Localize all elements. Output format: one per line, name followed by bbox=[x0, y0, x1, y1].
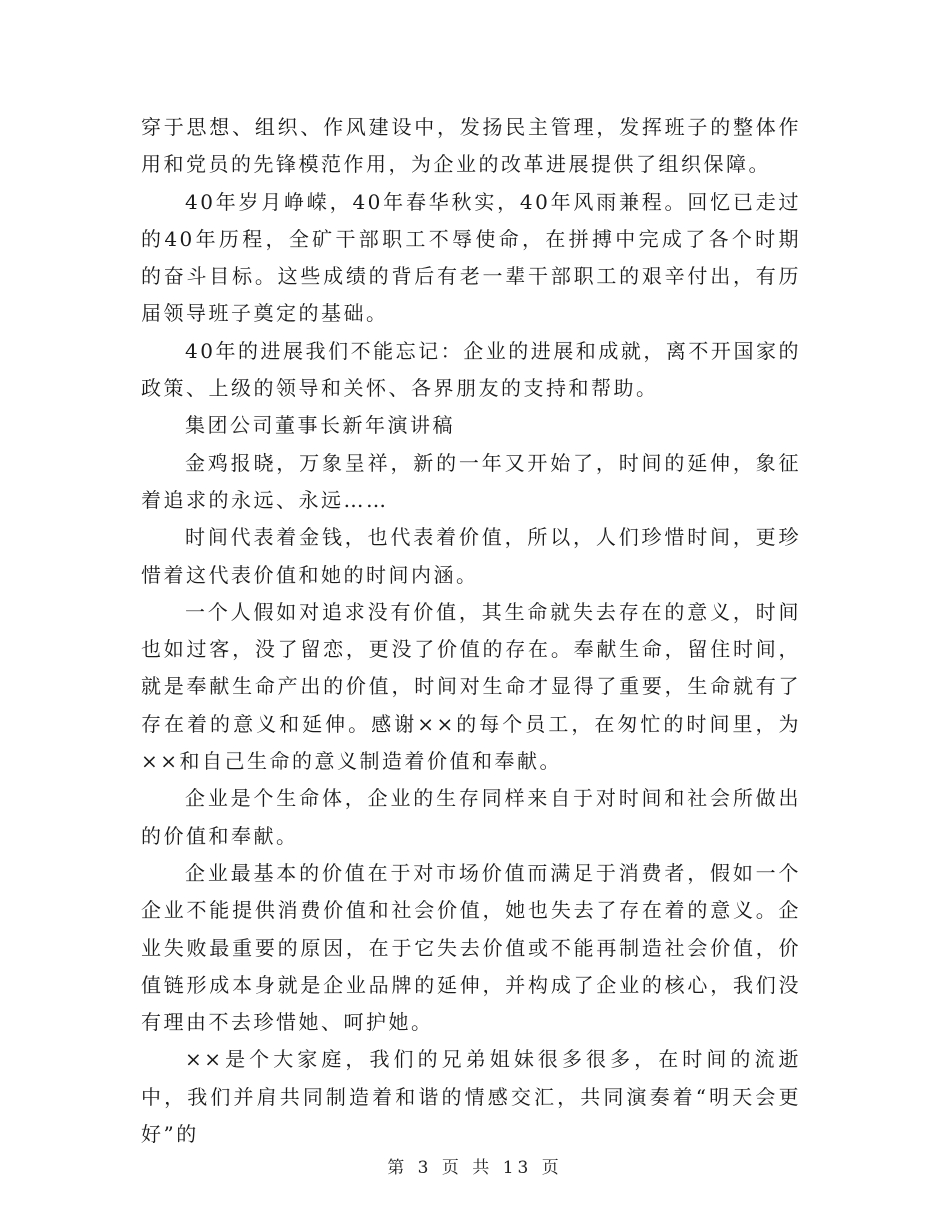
paragraph: 一个人假如对追求没有价值，其生命就失去存在的意义，时间也如过客，没了留恋，更没了价值的存在。奉献生命，留住时间，就是奉献生命产出的价值，时间对生命才显得了重要，生命就有了存在着的意义和延伸。感谢××的每个员工，在匆忙的时间里，为××和自己生命的意义制造着价值和奉献。 bbox=[141, 599, 801, 774]
document-body bbox=[141, 109, 801, 1153]
page-number-footer: 第 3 页 共 13 页 bbox=[387, 1158, 563, 1178]
paragraph: 40年岁月峥嵘，40年春华秋实，40年风雨兼程。回忆已走过的40年历程，全矿干部职工不辱使命，在拼搏中完成了各个时期的奋斗目标。这些成绩的背后有老一辈干部职工的艰辛付出，有历届领导班子奠定的基础。 bbox=[141, 189, 801, 326]
paragraph: 40年的进展我们不能忘记：企业的进展和成就，离不开国家的政策、上级的领导和关怀、各界朋友的支持和帮助。 bbox=[141, 338, 801, 401]
section-heading: 集团公司董事长新年演讲稿 bbox=[185, 413, 455, 438]
paragraph: ××是个大家庭，我们的兄弟姐妹很多很多，在时间的流逝中，我们并肩共同制造着和谐的情感交汇，共同演奏着“明天会更好”的 bbox=[141, 1047, 801, 1147]
paragraph: 企业是个生命体，企业的生存同样来自于对时间和社会所做出的价值和奉献。 bbox=[141, 786, 801, 848]
paragraph: 企业最基本的价值在于对市场价值而满足于消费者，假如一个企业不能提供消费价值和社会价值，她也失去了存在着的意义。企业失败最重要的原因，在于它失去价值或不能再制造社会价值，价值链形成本身就是企业品牌的延伸，并构成了企业的核心，我们没有理由不去珍惜她、呵护她。 bbox=[141, 860, 801, 1035]
paragraph: 时间代表着金钱，也代表着价值，所以，人们珍惜时间，更珍惜着这代表价值和她的时间内涵。 bbox=[141, 525, 801, 587]
paragraph: 穿于思想、组织、作风建设中，发扬民主管理，发挥班子的整体作用和党员的先锋模范作用，为企业的改革进展提供了组织保障。 bbox=[141, 115, 801, 177]
paragraph: 金鸡报晓，万象呈祥，新的一年又开始了，时间的延伸，象征着追求的永远、永远…… bbox=[141, 450, 801, 512]
